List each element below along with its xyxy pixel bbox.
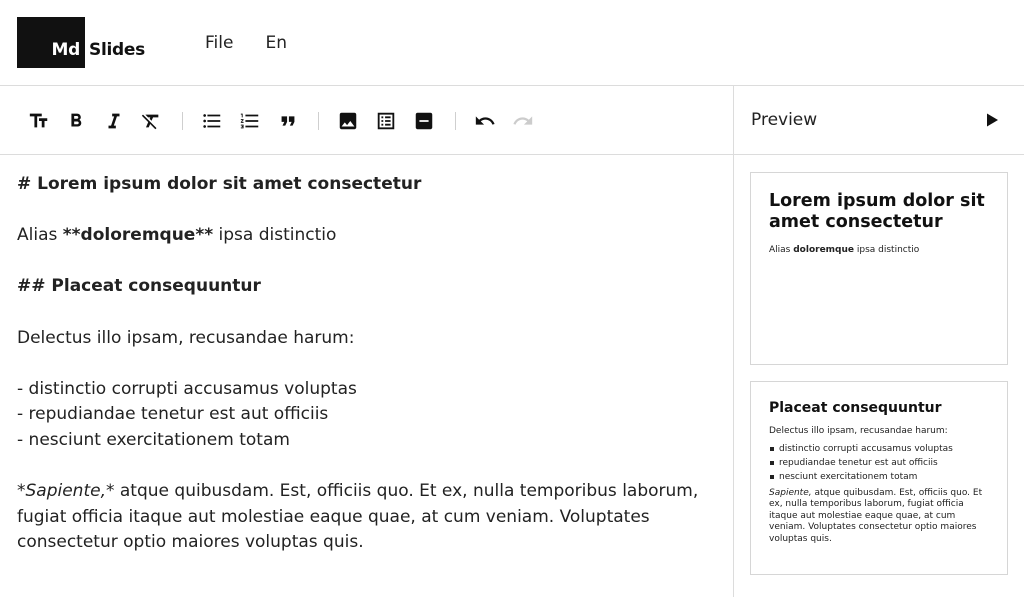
slide1-text-post: ipsa distinctio — [854, 245, 920, 255]
slide2-heading: Placeat consequuntur — [769, 400, 942, 416]
main-menu — [205, 33, 287, 53]
editor-p3-em: *Sapiente,* — [17, 481, 115, 502]
preview-title: Preview — [751, 110, 818, 130]
text-size-icon[interactable] — [28, 110, 50, 132]
slide2-list-item: distinctio corrupti accusamus voluptas — [769, 442, 989, 456]
bulleted-list-icon[interactable] — [201, 110, 223, 132]
horizontal-rule-icon[interactable] — [413, 110, 435, 132]
editor-line-p3 — [17, 479, 717, 556]
editor-h1-text: # Lorem ipsum dolor sit amet consectetur — [17, 174, 422, 194]
editor-toolbar — [0, 86, 733, 155]
logo-md-text: Md — [51, 40, 80, 60]
table-icon[interactable] — [375, 110, 397, 132]
slide2-para-rest: atque quibusdam. Est, officiis quo. Et ex, nulla temporibus laborum, fugiat officia itaque aut molestiae eaque quae, at cum veniam. Voluptates consectetur optio maiores voluptas quis. — [769, 487, 983, 544]
quote-icon[interactable] — [277, 110, 299, 132]
redo-icon[interactable] — [512, 110, 534, 132]
editor-line-p1 — [17, 223, 717, 249]
app-header — [0, 0, 1024, 86]
editor-line-h2 — [17, 274, 717, 300]
slide2-list-item: repudiandae tenetur est aut officiis — [769, 456, 989, 470]
editor-p3-rest: atque quibusdam. Est, officiis quo. Et ex, nulla temporibus laborum, fugiat officia itaque aut molestiae eaque quae, at cum veniam. Voluptates consectetur optio maiores voluptas quis. — [17, 481, 704, 553]
toolbar-separator — [182, 112, 183, 130]
slide1-heading: Lorem ipsum dolor sit amet consectetur — [769, 191, 985, 232]
logo-mark — [17, 17, 85, 68]
slide1-text-bold: doloremque — [793, 245, 855, 255]
editor-p1-post: ipsa distinctio — [213, 225, 337, 246]
editor-list-item: - repudiandae tenetur est aut officiis — [17, 404, 329, 425]
editor-list-item: - distinctio corrupti accusamus voluptas — [17, 378, 357, 399]
toolbar-separator — [455, 112, 456, 130]
image-icon[interactable] — [337, 110, 359, 132]
pane-divider — [733, 86, 734, 597]
markdown-editor[interactable] — [17, 172, 717, 556]
slide1-text — [769, 245, 989, 257]
slide1-text-pre: Alias — [769, 245, 794, 255]
editor-line-h1 — [17, 172, 717, 198]
clear-format-icon[interactable] — [140, 110, 162, 132]
slide2-para-em: Sapiente, — [769, 487, 812, 498]
slide-thumbnail-1[interactable] — [750, 172, 1008, 365]
logo-slides-text: Slides — [89, 40, 145, 60]
bold-icon[interactable] — [65, 110, 87, 132]
editor-list-item: - nesciunt exercitationem totam — [17, 429, 290, 450]
play-icon[interactable] — [984, 112, 1000, 128]
italic-icon[interactable] — [103, 110, 125, 132]
menu-file[interactable]: File — [205, 33, 234, 53]
editor-line-p2: Delectus illo ipsam, recusandae harum: — [17, 327, 355, 348]
slide2-intro: Delectus illo ipsam, recusandae harum: — [769, 426, 948, 436]
editor-h2-text: ## Placeat consequuntur — [17, 276, 261, 297]
slide2-list-item: nesciunt exercitationem totam — [769, 470, 989, 484]
numbered-list-icon[interactable] — [239, 110, 261, 132]
menu-language[interactable]: En — [265, 33, 287, 53]
app-logo[interactable] — [17, 17, 145, 68]
slide2-list — [769, 442, 989, 484]
undo-icon[interactable] — [474, 110, 496, 132]
slide2-paragraph — [769, 488, 989, 546]
preview-header — [734, 86, 1024, 155]
editor-p1-pre: Alias — [17, 225, 63, 246]
slide-thumbnail-2[interactable] — [750, 381, 1008, 575]
toolbar-separator — [318, 112, 319, 130]
editor-p1-bold: **doloremque** — [62, 225, 214, 246]
